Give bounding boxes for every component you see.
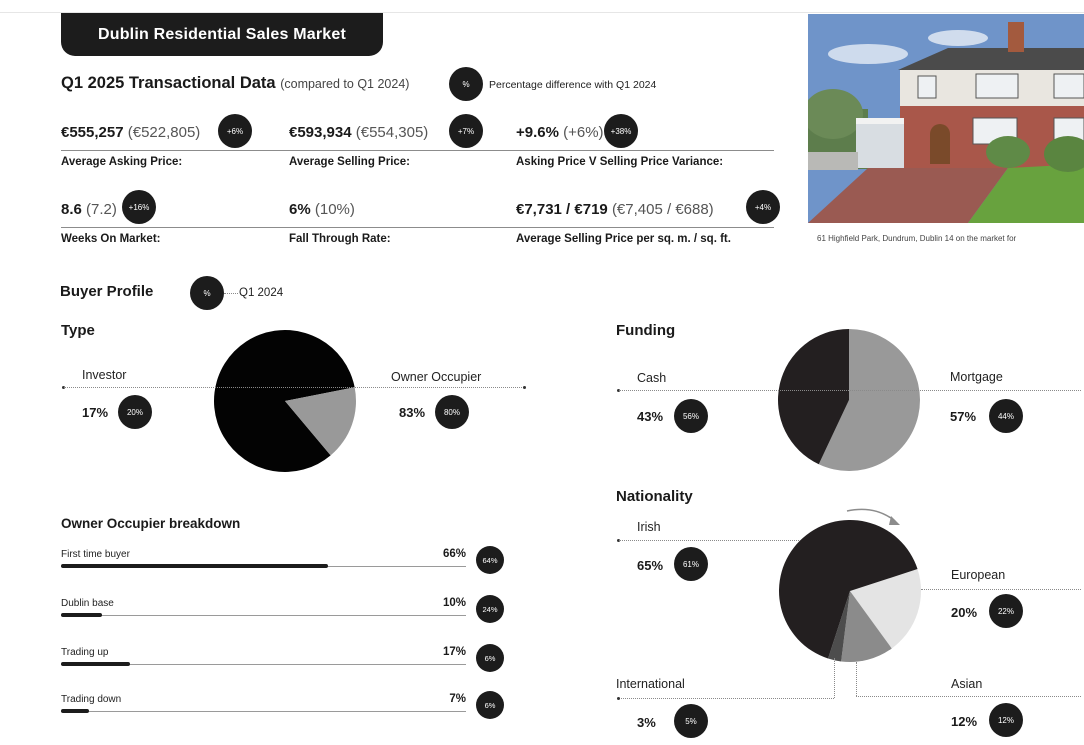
stat-value: +9.6% (+6%) — [516, 124, 604, 141]
bar-fill — [61, 613, 102, 617]
legend-badge: % — [449, 67, 483, 101]
owner-occupier-compare-badge: 80% — [435, 395, 469, 429]
label-connector — [834, 658, 835, 698]
stat-value: 8.6 (7.2) — [61, 201, 117, 218]
stat-label: Average Selling Price per sq. m. / sq. ft. — [516, 233, 731, 245]
section-heading — [61, 74, 409, 93]
stat-label: Average Selling Price: — [289, 156, 411, 168]
investor-label: Investor — [82, 368, 127, 382]
stat-value: €555,257 (€522,805) — [61, 124, 201, 141]
bar-category-label: Trading up — [61, 647, 109, 658]
bar-category-label: Trading down — [61, 694, 122, 705]
photo-caption: 61 Highfield Park, Dundrum, Dublin 14 on the market for — [817, 234, 1017, 243]
bar-value-label: 10% — [442, 597, 466, 609]
type-chart-title: Type — [61, 322, 95, 339]
investor-compare-badge: 20% — [118, 395, 152, 429]
irish-compare-badge: 61% — [674, 547, 708, 581]
stat-label: Fall Through Rate: — [289, 233, 391, 245]
quarter-title: Q1 2025 Transactional Data — [61, 74, 276, 92]
label-connector — [619, 540, 799, 541]
international-label: International — [616, 677, 685, 691]
bar-fill — [61, 662, 130, 666]
stat-value: €593,934 (€554,305) — [289, 124, 429, 141]
mortgage-percent: 57% — [950, 409, 977, 424]
bar-compare-badge: 6% — [476, 691, 504, 719]
stat-value: 6% (10%) — [289, 201, 355, 218]
type-pie-chart — [213, 329, 357, 473]
mortgage-label: Mortgage — [950, 370, 1003, 384]
label-connector — [856, 696, 1081, 697]
label-dot — [617, 697, 620, 700]
stat-change-badge: +7% — [449, 114, 483, 148]
bar-fill — [61, 564, 328, 568]
label-dot — [523, 386, 526, 389]
funding-chart-title: Funding — [616, 322, 676, 339]
stat-label: Asking Price V Selling Price Variance: — [516, 156, 724, 168]
asian-label: Asian — [951, 677, 983, 691]
property-photo — [808, 14, 1084, 223]
stat-change-badge: +16% — [122, 190, 156, 224]
label-connector — [619, 698, 834, 699]
investor-percent: 17% — [82, 405, 109, 420]
bar-category-label: Dublin base — [61, 598, 114, 609]
cash-label: Cash — [637, 371, 667, 385]
european-compare-badge: 22% — [989, 594, 1023, 628]
buyer-profile-title: Buyer Profile — [60, 283, 154, 300]
stat-value: €7,731 / €719 (€7,405 / €688) — [516, 201, 714, 218]
bar-compare-badge: 24% — [476, 595, 504, 623]
international-percent: 3% — [637, 715, 656, 730]
mortgage-compare-badge: 44% — [989, 399, 1023, 433]
stat-label: Average Asking Price: — [61, 156, 183, 168]
stat-change-badge: +38% — [604, 114, 638, 148]
cash-compare-badge: 56% — [674, 399, 708, 433]
international-compare-badge: 5% — [674, 704, 708, 738]
bar-track — [61, 615, 466, 616]
label-connector — [921, 589, 1081, 590]
asian-compare-badge: 12% — [989, 703, 1023, 737]
european-label: European — [951, 568, 1006, 582]
cash-percent: 43% — [637, 409, 664, 424]
european-percent: 20% — [951, 605, 978, 620]
buyer-legend-badge: % — [190, 276, 224, 310]
divider — [61, 227, 774, 228]
divider — [61, 150, 774, 151]
buyer-legend-text: Q1 2024 — [239, 287, 284, 299]
stat-change-badge: +4% — [746, 190, 780, 224]
bar-fill — [61, 709, 89, 713]
bar-category-label: First time buyer — [61, 549, 130, 560]
funding-pie-chart — [777, 328, 921, 472]
irish-percent: 65% — [637, 558, 664, 573]
breakdown-title: Owner Occupier breakdown — [61, 516, 241, 531]
irish-label: Irish — [637, 520, 661, 534]
label-connector — [64, 387, 524, 388]
house-illustration — [808, 14, 1084, 223]
bar-compare-badge: 6% — [476, 644, 504, 672]
stat-change-badge: +6% — [218, 114, 252, 148]
nationality-chart-title: Nationality — [616, 488, 693, 505]
owner-occupier-label: Owner Occupier — [391, 370, 482, 384]
label-connector — [856, 662, 857, 696]
legend-text: Percentage difference with Q1 2024 — [489, 79, 657, 91]
quarter-subtitle: (compared to Q1 2024) — [280, 77, 410, 91]
bar-track — [61, 711, 466, 712]
label-connector — [619, 390, 1081, 391]
owner-occupier-percent: 83% — [399, 405, 426, 420]
bar-compare-badge: 64% — [476, 546, 504, 574]
asian-percent: 12% — [951, 714, 978, 729]
bar-value-label: 7% — [449, 693, 466, 705]
report-title: Dublin Residential Sales Market — [61, 13, 383, 56]
legend-connector — [224, 293, 238, 294]
bar-value-label: 66% — [442, 548, 466, 560]
stat-label: Weeks On Market: — [61, 233, 161, 245]
bar-value-label: 17% — [442, 646, 466, 658]
